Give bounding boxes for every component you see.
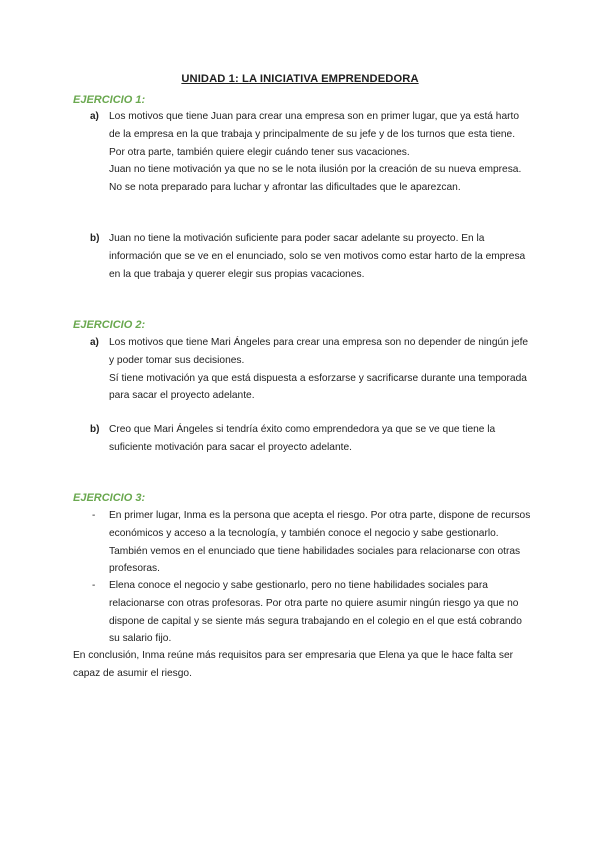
paragraph: Los motivos que tiene Juan para crear una empresa son en primer lugar, que ya está harto de la empresa en la que trabaja y principalmente de su jefe y de los turnos que esta tiene. Por otra parte, también quiere elegir cuándo tener sus vacaciones. bbox=[109, 111, 520, 158]
exercise-1-heading: EJERCICIO 1: bbox=[73, 94, 146, 106]
paragraph: Los motivos que tiene Mari Ángeles para crear una empresa son no depender de ningún jefe y poder tomar sus decisiones. bbox=[109, 337, 529, 366]
list-marker: - bbox=[92, 580, 96, 591]
list-marker: a) bbox=[90, 111, 99, 122]
paragraph: En primer lugar, Inma es la persona que acepta el riesgo. Por otra parte, dispone de recursos económicos y acceso a la tecnología, y también conoce el negocio y sabe gestionarlo. También vemos en el enunciado que tiene habilidades sociales para relacionarse con otras profesoras. bbox=[109, 510, 531, 575]
paragraph: Creo que Mari Ángeles si tendría éxito como emprendedora ya que se ve que tiene la suficiente motivación para sacar el proyecto adelante. bbox=[109, 424, 496, 453]
exercise-2-heading: EJERCICIO 2: bbox=[73, 319, 146, 331]
paragraph: Elena conoce el negocio y sabe gestionarlo, pero no tiene habilidades sociales para relacionarse con otras profesoras. Por otra parte no quiere asumir ningún riesgo ya que no dispone de capital y se siente más segura trabajando en el colegio en el que está cobrando su salario fijo. bbox=[109, 580, 522, 645]
item-body bbox=[109, 334, 533, 405]
item-body bbox=[109, 421, 533, 457]
item-body bbox=[109, 108, 533, 197]
exercise-3-conclusion: En conclusión, Inma reúne más requisitos para ser empresaria que Elena ya que le hace falta ser capaz de asumir el riesgo. bbox=[73, 650, 514, 679]
item-body bbox=[109, 507, 533, 578]
item-body bbox=[109, 230, 533, 283]
list-marker: b) bbox=[90, 424, 100, 435]
paragraph: Juan no tiene la motivación suficiente para poder sacar adelante su proyecto. En la información que se ve en el enunciado, solo se ven motivos como estar harto de la empresa en la que trabaja y querer elegir sus propias vacaciones. bbox=[109, 233, 526, 280]
page-title: UNIDAD 1: LA INICIATIVA EMPRENDEDORA bbox=[181, 73, 419, 85]
paragraph: Sí tiene motivación ya que está dispuesta a esforzarse y sacrificarse durante una temporada para sacar el proyecto adelante. bbox=[109, 372, 527, 402]
item-body bbox=[109, 577, 533, 648]
list-marker: a) bbox=[90, 337, 99, 348]
paragraph: Juan no tiene motivación ya que no se le nota ilusión por la creación de su nueva empresa. No se nota preparado para luchar y afrontar las dificultades que le aparezcan. bbox=[109, 164, 522, 194]
exercise-3-heading: EJERCICIO 3: bbox=[73, 492, 146, 504]
list-marker: b) bbox=[90, 233, 100, 244]
list-marker: - bbox=[92, 510, 96, 521]
